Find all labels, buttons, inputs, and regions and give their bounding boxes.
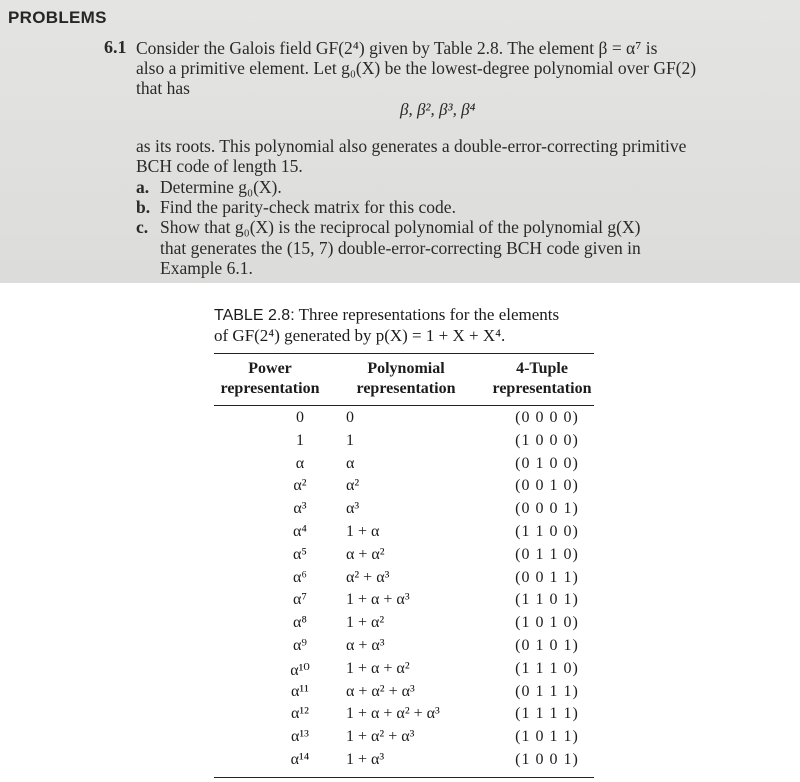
part-a — [136, 177, 786, 197]
part-a-label: a. — [136, 177, 150, 197]
header-rule — [214, 405, 594, 406]
part-c-text-3: Example 6.1. — [160, 258, 253, 278]
part-c — [136, 217, 786, 237]
top-rule — [214, 353, 594, 354]
polynomial-cell: 0 — [346, 409, 354, 426]
power-cell: α⁶ — [293, 568, 307, 586]
polynomial-cell: α³ — [346, 500, 360, 518]
table-2-8 — [178, 283, 623, 782]
tuple-cell: (0 0 1 1) — [515, 568, 579, 586]
tuple-cell: (1 1 1 0) — [515, 659, 579, 677]
part-a-text: Determine g₀(X). — [160, 177, 282, 197]
table-row — [214, 683, 594, 705]
table-row — [214, 477, 594, 499]
tuple-cell: (0 0 0 0) — [515, 409, 579, 426]
polynomial-cell: 1 + α² — [346, 614, 385, 632]
tuple-cell: (0 0 0 1) — [515, 500, 579, 518]
problem-line-3: that has — [136, 78, 190, 98]
power-cell: α¹³ — [291, 728, 309, 746]
tuple-cell: (1 0 0 0) — [515, 431, 579, 449]
tuple-cell: (0 0 1 0) — [515, 477, 579, 495]
caption-text: Three representations for the elements — [294, 305, 560, 324]
tuple-cell: (1 0 0 1) — [515, 751, 579, 768]
polynomial-cell: 1 + α + α² + α³ — [346, 705, 440, 723]
power-cell: 1 — [296, 431, 304, 449]
roots-list: β, β², β³, β⁴ — [400, 100, 476, 119]
table-caption — [214, 305, 614, 346]
power-cell: α¹² — [291, 705, 309, 723]
polynomial-cell: 1 + α — [346, 523, 380, 540]
part-c-label: c. — [136, 217, 149, 237]
header-tuple-top: 4-Tuple — [516, 360, 568, 377]
power-cell: 0 — [296, 409, 304, 426]
polynomial-cell: 1 — [346, 431, 354, 449]
tuple-cell: (0 1 0 0) — [515, 454, 579, 472]
table-row — [214, 660, 594, 682]
tuple-cell: (1 1 0 0) — [515, 523, 579, 540]
polynomial-cell: 1 + α + α³ — [346, 591, 410, 609]
polynomial-cell: α + α³ — [346, 637, 385, 654]
polynomial-cell: 1 + α² + α³ — [346, 728, 415, 746]
table-row — [214, 546, 594, 568]
polynomial-cell: α + α² — [346, 545, 385, 563]
polynomial-cell: α² — [346, 477, 360, 495]
header-power-top: Power — [248, 360, 292, 377]
part-c-text-1: Show that g₀(X) is the reciprocal polynomial of the polynomial g(X) — [160, 217, 641, 237]
power-cell: α⁵ — [293, 545, 307, 563]
tuple-cell: (1 0 1 1) — [515, 728, 579, 746]
header-power — [212, 359, 328, 399]
tuple-cell: (0 1 1 1) — [515, 682, 579, 700]
table-row — [214, 500, 594, 522]
power-cell: α¹⁰ — [290, 661, 310, 679]
table-row — [214, 455, 594, 477]
polynomial-cell: α — [346, 454, 355, 472]
table-row — [214, 409, 594, 431]
power-cell: α¹⁴ — [290, 751, 310, 768]
table-row — [214, 591, 594, 613]
table-row — [214, 614, 594, 636]
problem-line-2: also a primitive element. Let g₀(X) be the lowest-degree polynomial over GF(2) — [136, 58, 697, 78]
power-cell: α⁷ — [293, 591, 307, 609]
header-poly-top: Polynomial — [367, 360, 445, 377]
power-cell: α¹¹ — [291, 682, 309, 700]
part-b-label: b. — [136, 197, 151, 217]
part-b-text: Find the parity-check matrix for this code. — [160, 197, 456, 217]
power-cell: α⁴ — [293, 523, 307, 540]
table-row — [214, 637, 594, 659]
header-tuple — [484, 359, 600, 399]
bottom-rule — [214, 777, 594, 778]
problem-line-5: BCH code of length 15. — [136, 156, 303, 176]
part-b — [136, 197, 786, 217]
caption-line-2: of GF(2⁴) generated by p(X) = 1 + X + X⁴. — [214, 326, 506, 345]
power-cell: α⁸ — [293, 614, 307, 632]
table-row — [214, 751, 594, 773]
problem-number: 6.1 — [104, 37, 127, 57]
tuple-cell: (0 1 0 1) — [515, 637, 579, 654]
part-c-text-2: that generates the (15, 7) double-error-correcting BCH code given in — [160, 238, 641, 258]
table-row — [214, 728, 594, 750]
problems-section — [0, 0, 800, 283]
power-cell: α⁹ — [293, 637, 307, 654]
tuple-cell: (1 1 0 1) — [515, 591, 579, 609]
problems-heading: PROBLEMS — [8, 8, 107, 27]
power-cell: α³ — [293, 500, 307, 518]
tuple-cell: (1 1 1 1) — [515, 705, 579, 723]
caption-label: TABLE 2.8: — [214, 307, 295, 324]
power-cell: α — [295, 454, 305, 472]
polynomial-cell: α + α² + α³ — [346, 682, 415, 700]
header-tuple-bottom: representation — [492, 380, 592, 397]
table-row — [214, 523, 594, 545]
tuple-cell: (1 0 1 0) — [515, 614, 579, 632]
polynomial-cell: 1 + α + α² — [346, 659, 410, 677]
power-cell: α² — [293, 477, 307, 495]
header-poly-bottom: representation — [356, 380, 456, 397]
problem-line-4: as its roots. This polynomial also generates a double-error-correcting primitive — [136, 136, 687, 156]
tuple-cell: (0 1 1 0) — [515, 545, 579, 563]
header-power-bottom: representation — [220, 380, 320, 397]
polynomial-cell: 1 + α³ — [346, 751, 385, 768]
table-row — [214, 705, 594, 727]
header-poly — [348, 359, 464, 399]
problem-line-1: Consider the Galois field GF(2⁴) given by Table 2.8. The element β = α⁷ is — [136, 38, 658, 58]
table-row — [214, 569, 594, 591]
polynomial-cell: α² + α³ — [346, 568, 390, 586]
table-row — [214, 432, 594, 454]
